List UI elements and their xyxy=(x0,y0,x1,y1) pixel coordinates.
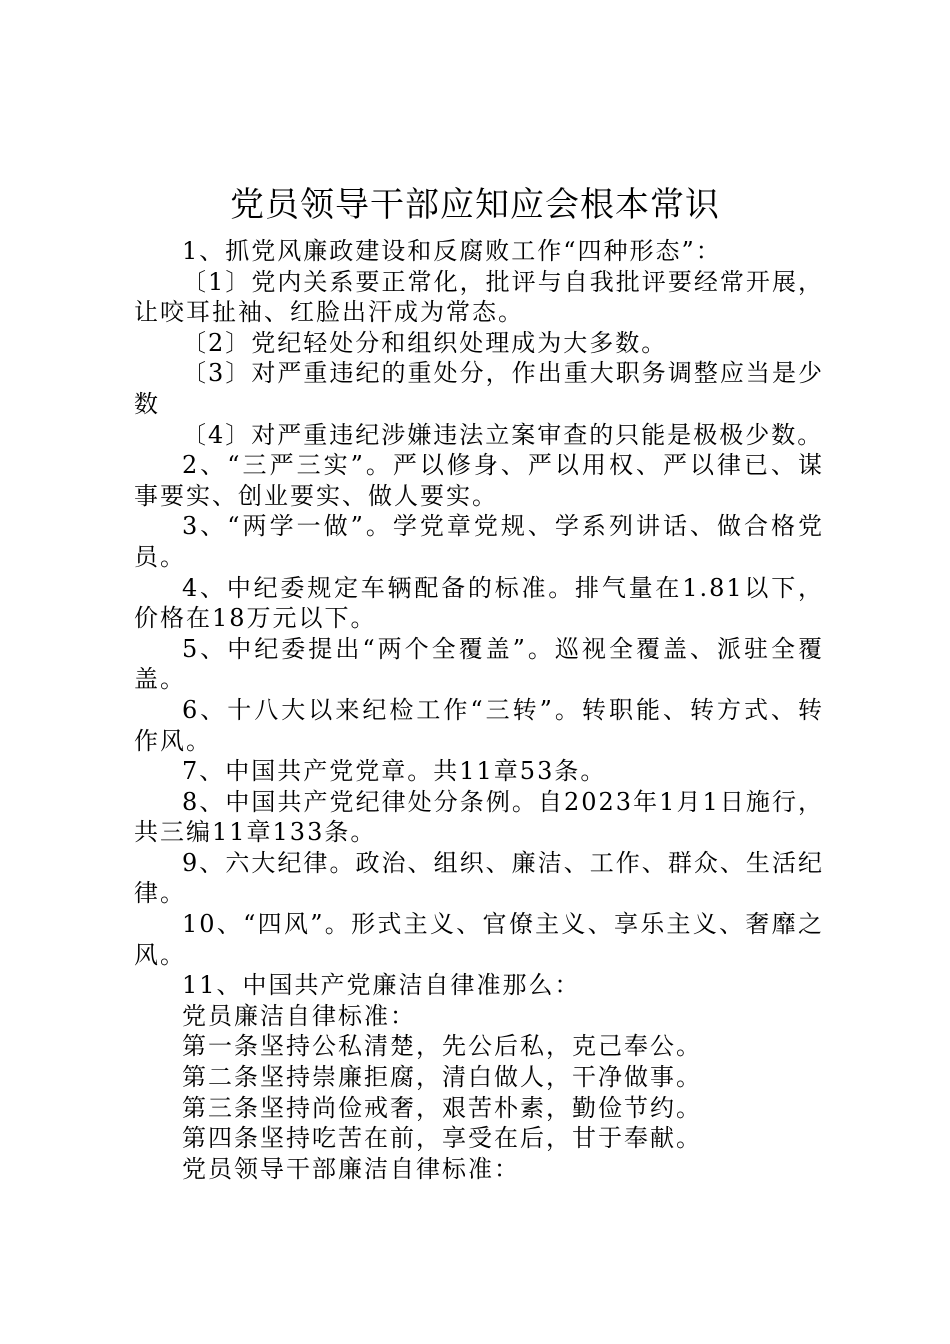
paragraph-1-item-4: 〔4〕对严重违纪涉嫌违法立案审查的只能是极极少数。 xyxy=(182,420,824,449)
document-body xyxy=(134,236,824,1184)
paragraph-11-article-1: 第一条坚持公私清楚，先公后私，克己奉公。 xyxy=(182,1032,702,1061)
paragraph-11-subheading-leaders: 党员领导干部廉洁自律标准： xyxy=(182,1154,520,1183)
paragraph-1: 1、抓党风廉政建设和反腐败工作“四种形态”： xyxy=(182,237,722,265)
paragraph-7: 7、中国共产党党章。共11章53条。 xyxy=(182,757,607,786)
paragraph-8: 8、中国共产党纪律处分条例。自2023年1月1日施行，共三编11章133条。 xyxy=(134,787,824,847)
paragraph-10: 10、“四风”。形式主义、官僚主义、享乐主义、奢靡之风。 xyxy=(134,910,824,969)
paragraph-11-article-3: 第三条坚持尚俭戒奢，艰苦朴素，勤俭节约。 xyxy=(182,1093,702,1122)
paragraph-2: 2、“三严三实”。严以修身、严以用权、严以律已、谋事要实、创业要实、做人要实。 xyxy=(134,451,824,510)
paragraph-11-article-4: 第四条坚持吃苦在前，享受在后，甘于奉献。 xyxy=(182,1124,702,1153)
paragraph-6: 6、十八大以来纪检工作“三转”。转职能、转方式、转作风。 xyxy=(134,695,824,755)
paragraph-5: 5、中纪委提出“两个全覆盖”。巡视全覆盖、派驻全覆盖。 xyxy=(134,634,824,694)
paragraph-11: 11、中国共产党廉洁自律准那么： xyxy=(182,971,581,1000)
paragraph-11-subheading-members: 党员廉洁自律标准： xyxy=(182,1001,416,1030)
paragraph-1-item-3: 〔3〕对严重违纪的重处分，作出重大职务调整应当是少数 xyxy=(134,359,824,418)
paragraph-1-item-2: 〔2〕党纪轻处分和组织处理成为大多数。 xyxy=(182,328,668,357)
paragraph-3: 3、“两学一做”。学党章党规、学系列讲话、做合格党员。 xyxy=(134,512,824,571)
paragraph-1-item-1: 〔1〕党内关系要正常化，批评与自我批评要经常开展，让咬耳扯袖、红脸出汗成为常态。 xyxy=(134,267,824,327)
document-title: 党员领导干部应知应会根本常识 xyxy=(230,185,720,225)
paragraph-11-article-2: 第二条坚持崇廉拒腐，清白做人，干净做事。 xyxy=(182,1063,702,1092)
paragraph-9: 9、六大纪律。政治、组织、廉洁、工作、群众、生活纪律。 xyxy=(134,848,824,908)
paragraph-4: 4、中纪委规定车辆配备的标准。排气量在1.81以下，价格在18万元以下。 xyxy=(134,573,824,633)
